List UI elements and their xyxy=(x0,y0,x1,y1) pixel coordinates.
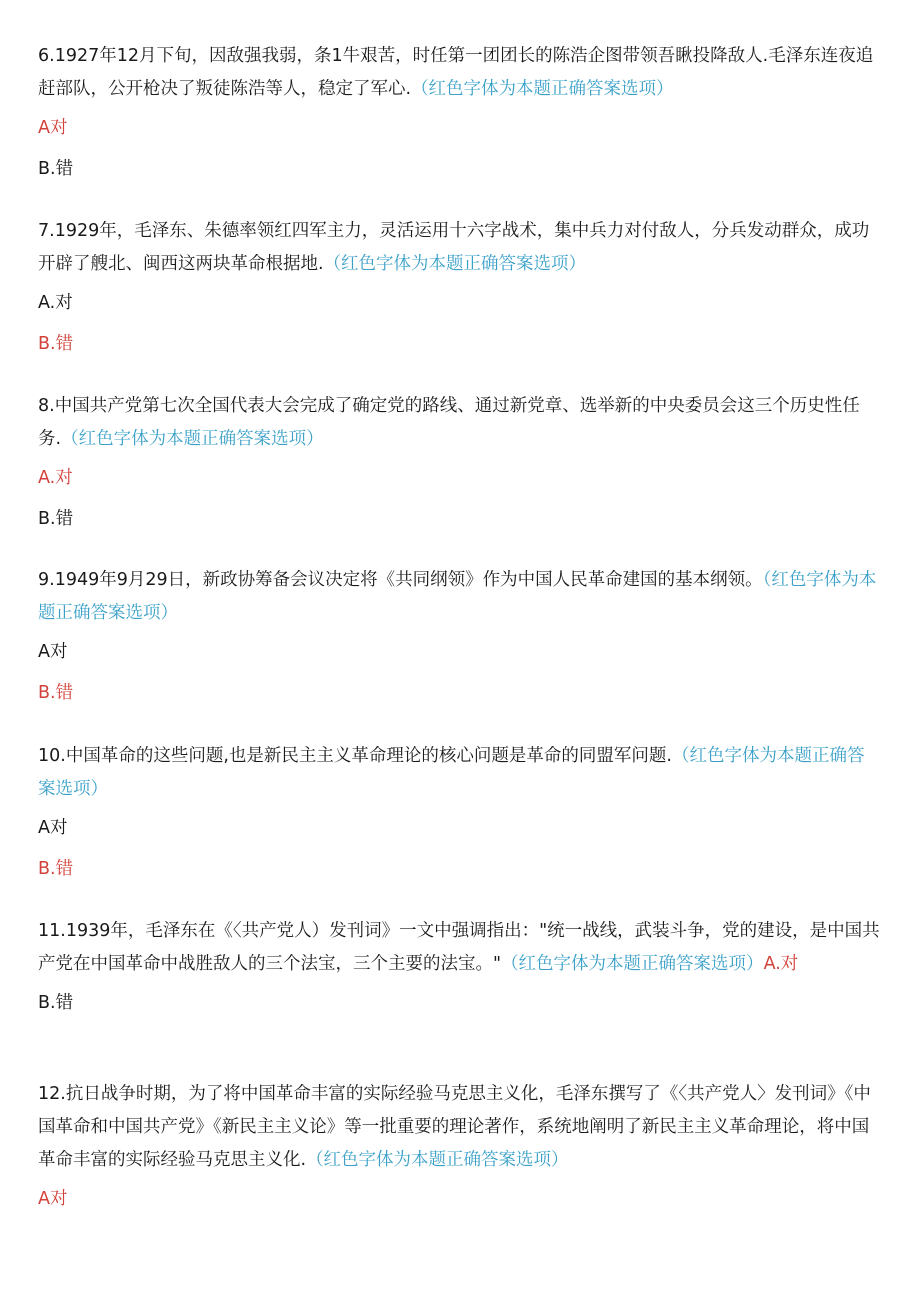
question-text xyxy=(38,390,880,456)
option-b: B.错 xyxy=(38,159,74,179)
question-6 xyxy=(38,40,880,181)
question-text xyxy=(38,564,880,630)
question-9 xyxy=(38,564,880,705)
question-text xyxy=(38,915,880,981)
question-stem: 6.1927年12月下旬，因敌强我弱，条1牛艰苦，时任第一团团长的陈浩企图带领吾瞅投降敌人.毛泽东连夜追赶部队，公开枪决了叛徒陈浩等人，稳定了军心. xyxy=(38,46,874,99)
question-stem: 10.中国革命的这些问题,也是新民主主义革命理论的核心问题是革命的同盟军问题. xyxy=(38,746,672,766)
question-stem: 8.中国共产党第七次全国代表大会完成了确定党的路线、通过新党章、选举新的中央委员会这三个历史性任务. xyxy=(38,396,860,449)
option-a: A.对 xyxy=(38,293,73,313)
question-12 xyxy=(38,1078,880,1211)
answer-hint: （红色字体为本题正确答案选项） xyxy=(306,1150,569,1170)
option-b: B.错 xyxy=(38,993,74,1013)
option-a: A对 xyxy=(38,118,68,138)
option-a-inline: A.对 xyxy=(763,954,799,974)
question-text xyxy=(38,740,880,806)
question-text xyxy=(38,1078,880,1177)
question-stem: 9.1949年9月29日，新政协筹备会议决定将《共同纲领》作为中国人民革命建国的基本纲领。 xyxy=(38,570,763,590)
question-text xyxy=(38,40,880,106)
question-7 xyxy=(38,215,880,356)
answer-hint: （红色字体为本题正确答案选项） xyxy=(38,746,865,799)
answer-hint: （红色字体为本题正确答案选项） xyxy=(61,429,324,449)
question-10 xyxy=(38,740,880,881)
answer-hint: （红色字体为本题正确答案选项） xyxy=(411,79,674,99)
answer-hint: （红色字体为本题正确答案选项） xyxy=(323,254,587,274)
option-a: A对 xyxy=(38,1189,68,1209)
question-11 xyxy=(38,915,880,1015)
question-8 xyxy=(38,390,880,531)
question-stem: 11.1939年，毛泽东在《〈共产党人）发刊词》一文中强调指出："统一战线，武装斗争，党的建设，是中国共产党在中国革命中战胜敌人的三个法宝，三个主要的法宝。" xyxy=(38,921,880,974)
option-b: B.错 xyxy=(38,334,74,354)
question-stem: 12.抗日战争时期，为了将中国革命丰富的实际经验马克思主义化，毛泽东撰写了《〈共产党人〉发刊词》《中国革命和中国共产党》《新民主主义论》等一批重要的理论著作，系统地阐明了新民主主义革命理论，将中国革命丰富的实际经验马克思主义化. xyxy=(38,1084,871,1170)
option-a: A对 xyxy=(38,642,68,662)
answer-hint: （红色字体为本题正确答案选项） xyxy=(501,954,764,974)
option-a: A对 xyxy=(38,818,68,838)
option-b: B.错 xyxy=(38,859,74,879)
option-b: B.错 xyxy=(38,509,74,529)
answer-hint: （红色字体为本题正确答案选项） xyxy=(38,570,877,623)
option-b: B.错 xyxy=(38,683,74,703)
option-a: A.对 xyxy=(38,468,73,488)
question-text xyxy=(38,215,880,281)
question-stem: 7.1929年，毛泽东、朱德率领红四军主力，灵活运用十六字战术，集中兵力对付敌人，分兵发动群众，成功开辟了艘北、闽西这两块革命根据地. xyxy=(38,221,870,274)
